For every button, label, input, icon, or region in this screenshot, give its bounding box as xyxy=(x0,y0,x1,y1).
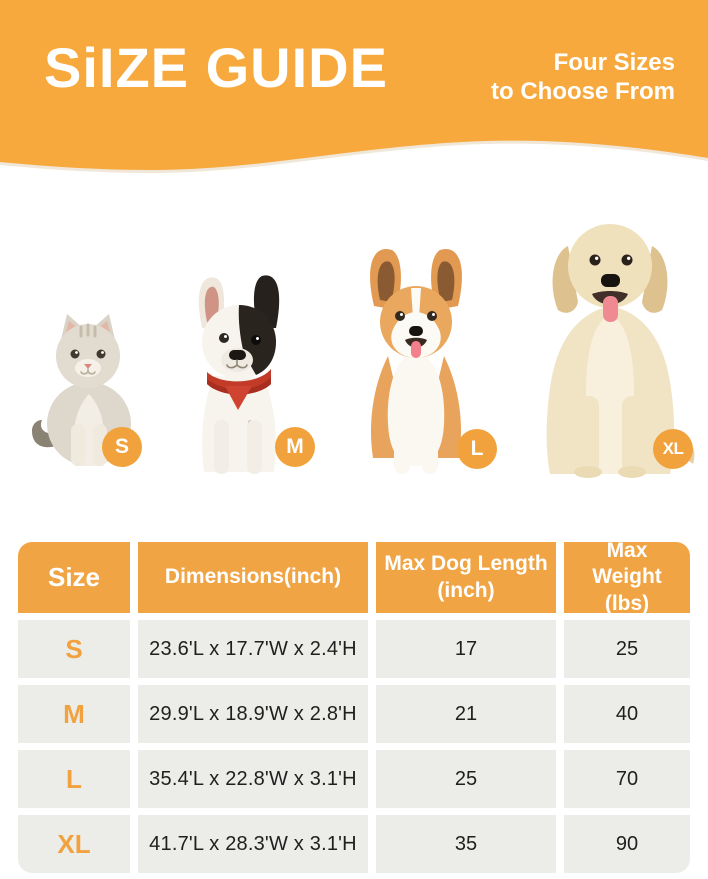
max-length-cell: 35 xyxy=(376,815,556,873)
size-cell: L xyxy=(18,750,130,808)
table-header-row xyxy=(18,539,690,615)
max-weight-cell: 25 xyxy=(564,620,690,678)
max-weight-cell: 70 xyxy=(564,750,690,808)
dimensions-cell: 35.4'L x 22.8'W x 3.1'H xyxy=(138,750,368,808)
size-badge-s: S xyxy=(102,427,142,467)
max-weight-cell: 90 xyxy=(564,815,690,873)
banner-subtitle xyxy=(491,48,675,107)
size-badge-m: M xyxy=(275,427,315,467)
max-length-cell: 21 xyxy=(376,685,556,743)
column-header-max-dog-length: Max Dog Length (inch) xyxy=(376,542,556,613)
size-table xyxy=(18,539,690,873)
table-row-s xyxy=(18,620,690,678)
size-cell: XL xyxy=(18,815,130,873)
column-header-dimensions: Dimensions(inch) xyxy=(138,542,368,613)
max-weight-cell: 40 xyxy=(564,685,690,743)
size-badge-l: L xyxy=(457,429,497,469)
table-row-l xyxy=(18,750,690,808)
dimensions-cell: 23.6'L x 17.7'W x 2.4'H xyxy=(138,620,368,678)
banner-subtitle-line1: Four Sizes xyxy=(553,49,675,76)
table-row-xl xyxy=(18,815,690,873)
max-length-cell: 25 xyxy=(376,750,556,808)
column-header-size: Size xyxy=(18,542,130,613)
max-length-cell: 17 xyxy=(376,620,556,678)
size-cell: S xyxy=(18,620,130,678)
size-cell: M xyxy=(18,685,130,743)
banner-subtitle-line2: to Choose From xyxy=(491,78,675,106)
column-header-max-weight: Max Weight (lbs) xyxy=(564,542,690,613)
dimensions-cell: 29.9'L x 18.9'W x 2.8'H xyxy=(138,685,368,743)
size-badge-xl: XL xyxy=(653,429,693,469)
dimensions-cell: 41.7'L x 28.3'W x 3.1'H xyxy=(138,815,368,873)
page-title: SiIZE GUIDE xyxy=(44,36,388,99)
table-row-m xyxy=(18,685,690,743)
